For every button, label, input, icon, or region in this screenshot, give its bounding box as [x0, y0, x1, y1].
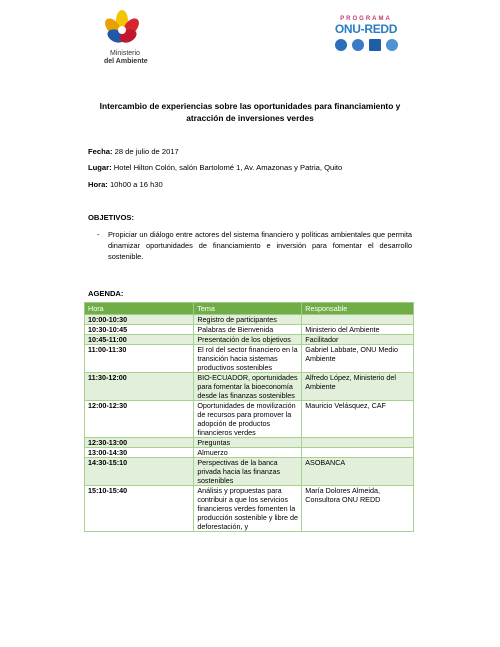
row-hora: 11:00-11:30: [85, 345, 194, 373]
row-responsable: Mauricio Velásquez, CAF: [302, 401, 414, 438]
column-header-responsable: Responsable: [302, 303, 414, 315]
row-responsable: María Dolores Almeida, Consultora ONU REDD: [302, 486, 414, 532]
fao-emblem-icon: [352, 39, 364, 51]
row-hora: 12:30-13:00: [85, 438, 194, 448]
unep-emblem-icon: [386, 39, 398, 51]
table-row: [85, 335, 414, 345]
row-tema: Registro de participantes: [194, 315, 302, 325]
lugar-value: Hotel Hilton Colón, salón Bartolomé 1, Av. Amazonas y Patria, Quito: [111, 163, 343, 172]
lugar-line: [88, 163, 342, 172]
table-row: [85, 345, 414, 373]
row-hora: 12:00-12:30: [85, 401, 194, 438]
objetivo-text: Propiciar un diálogo entre actores del sistema financiero y políticas ambientales que permita dinamizar oportunidades de financiamiento e inversión para fomentar el desarrollo sostenible.: [108, 230, 412, 261]
row-responsable: Ministerio del Ambiente: [302, 325, 414, 335]
agency-logos: [316, 39, 416, 51]
objetivos-heading: OBJETIVOS:: [88, 213, 134, 222]
row-responsable: Gabriel Labbate, ONU Medio Ambiente: [302, 345, 414, 373]
table-row: [85, 315, 414, 325]
logo-onu-redd-text: ONU-REDD: [334, 22, 398, 36]
row-tema: El rol del sector financiero en la transición hacia sistemas productivos sostenibles: [194, 345, 302, 373]
row-tema: Oportunidades de movilización de recursos para promover la adopción de productos financieros verdes: [194, 401, 302, 438]
hora-line: [88, 180, 163, 189]
table-row: [85, 325, 414, 335]
column-header-hora: Hora: [85, 303, 194, 315]
row-hora: 10:00-10:30: [85, 315, 194, 325]
hora-value: 10h00 a 16 h30: [107, 180, 163, 189]
row-responsable: Alfredo López, Ministerio del Ambiente: [302, 373, 414, 401]
row-responsable: [302, 448, 414, 458]
row-hora: 15:10-15:40: [85, 486, 194, 532]
table-row: [85, 448, 414, 458]
undp-emblem-icon: [369, 39, 381, 51]
agenda-heading: AGENDA:: [88, 289, 124, 298]
fecha-label: Fecha:: [88, 147, 113, 156]
onu-redd-logo: [316, 16, 416, 66]
fecha-value: 28 de julio de 2017: [112, 147, 179, 156]
row-tema: Palabras de Bienvenida: [194, 325, 302, 335]
table-row: [85, 438, 414, 448]
row-tema: Análisis y propuestas para contribuir a que los servicios financieros verdes fomenten la producción sostenible y libre de deforestación, y: [194, 486, 302, 532]
row-tema: Presentación de los objetivos: [194, 335, 302, 345]
row-hora: 10:30-10:45: [85, 325, 194, 335]
table-row: [85, 458, 414, 486]
table-row: [85, 401, 414, 438]
table-row: [85, 486, 414, 532]
objetivo-item: [97, 229, 412, 262]
logo-text-line2: del Ambiente: [104, 58, 148, 65]
row-hora: 13:00-14:30: [85, 448, 194, 458]
fecha-line: [88, 147, 179, 156]
row-tema: BIO-ECUADOR, oportunidades para fomentar la bioeconomía desde las finanzas sostenibles: [194, 373, 302, 401]
row-hora: 11:30-12:00: [85, 373, 194, 401]
agenda-header-row: [85, 303, 414, 315]
agenda-table: [84, 302, 414, 532]
logo-text-line1: Ministerio: [110, 50, 140, 57]
logo-programa-text: PROGRAMA: [340, 16, 392, 22]
row-responsable: [302, 315, 414, 325]
hora-label: Hora:: [88, 180, 108, 189]
row-responsable: [302, 438, 414, 448]
row-hora: 14:30-15:10: [85, 458, 194, 486]
list-dash: -: [97, 230, 100, 239]
document-title: Intercambio de experiencias sobre las oportunidades para financiamiento y atracción de inversiones verdes: [99, 101, 401, 123]
lugar-label: Lugar:: [88, 163, 112, 172]
row-responsable: ASOBANCA: [302, 458, 414, 486]
row-tema: Preguntas: [194, 438, 302, 448]
row-responsable: Facilitador: [302, 335, 414, 345]
ministerio-ambiente-logo: [88, 8, 158, 72]
ecuador-flower-icon: [100, 8, 144, 48]
row-tema: Almuerzo: [194, 448, 302, 458]
column-header-tema: Tema: [194, 303, 302, 315]
un-emblem-icon: [335, 39, 347, 51]
table-row: [85, 373, 414, 401]
row-hora: 10:45-11:00: [85, 335, 194, 345]
row-tema: Perspectivas de la banca privada hacia las finanzas sostenibles: [194, 458, 302, 486]
